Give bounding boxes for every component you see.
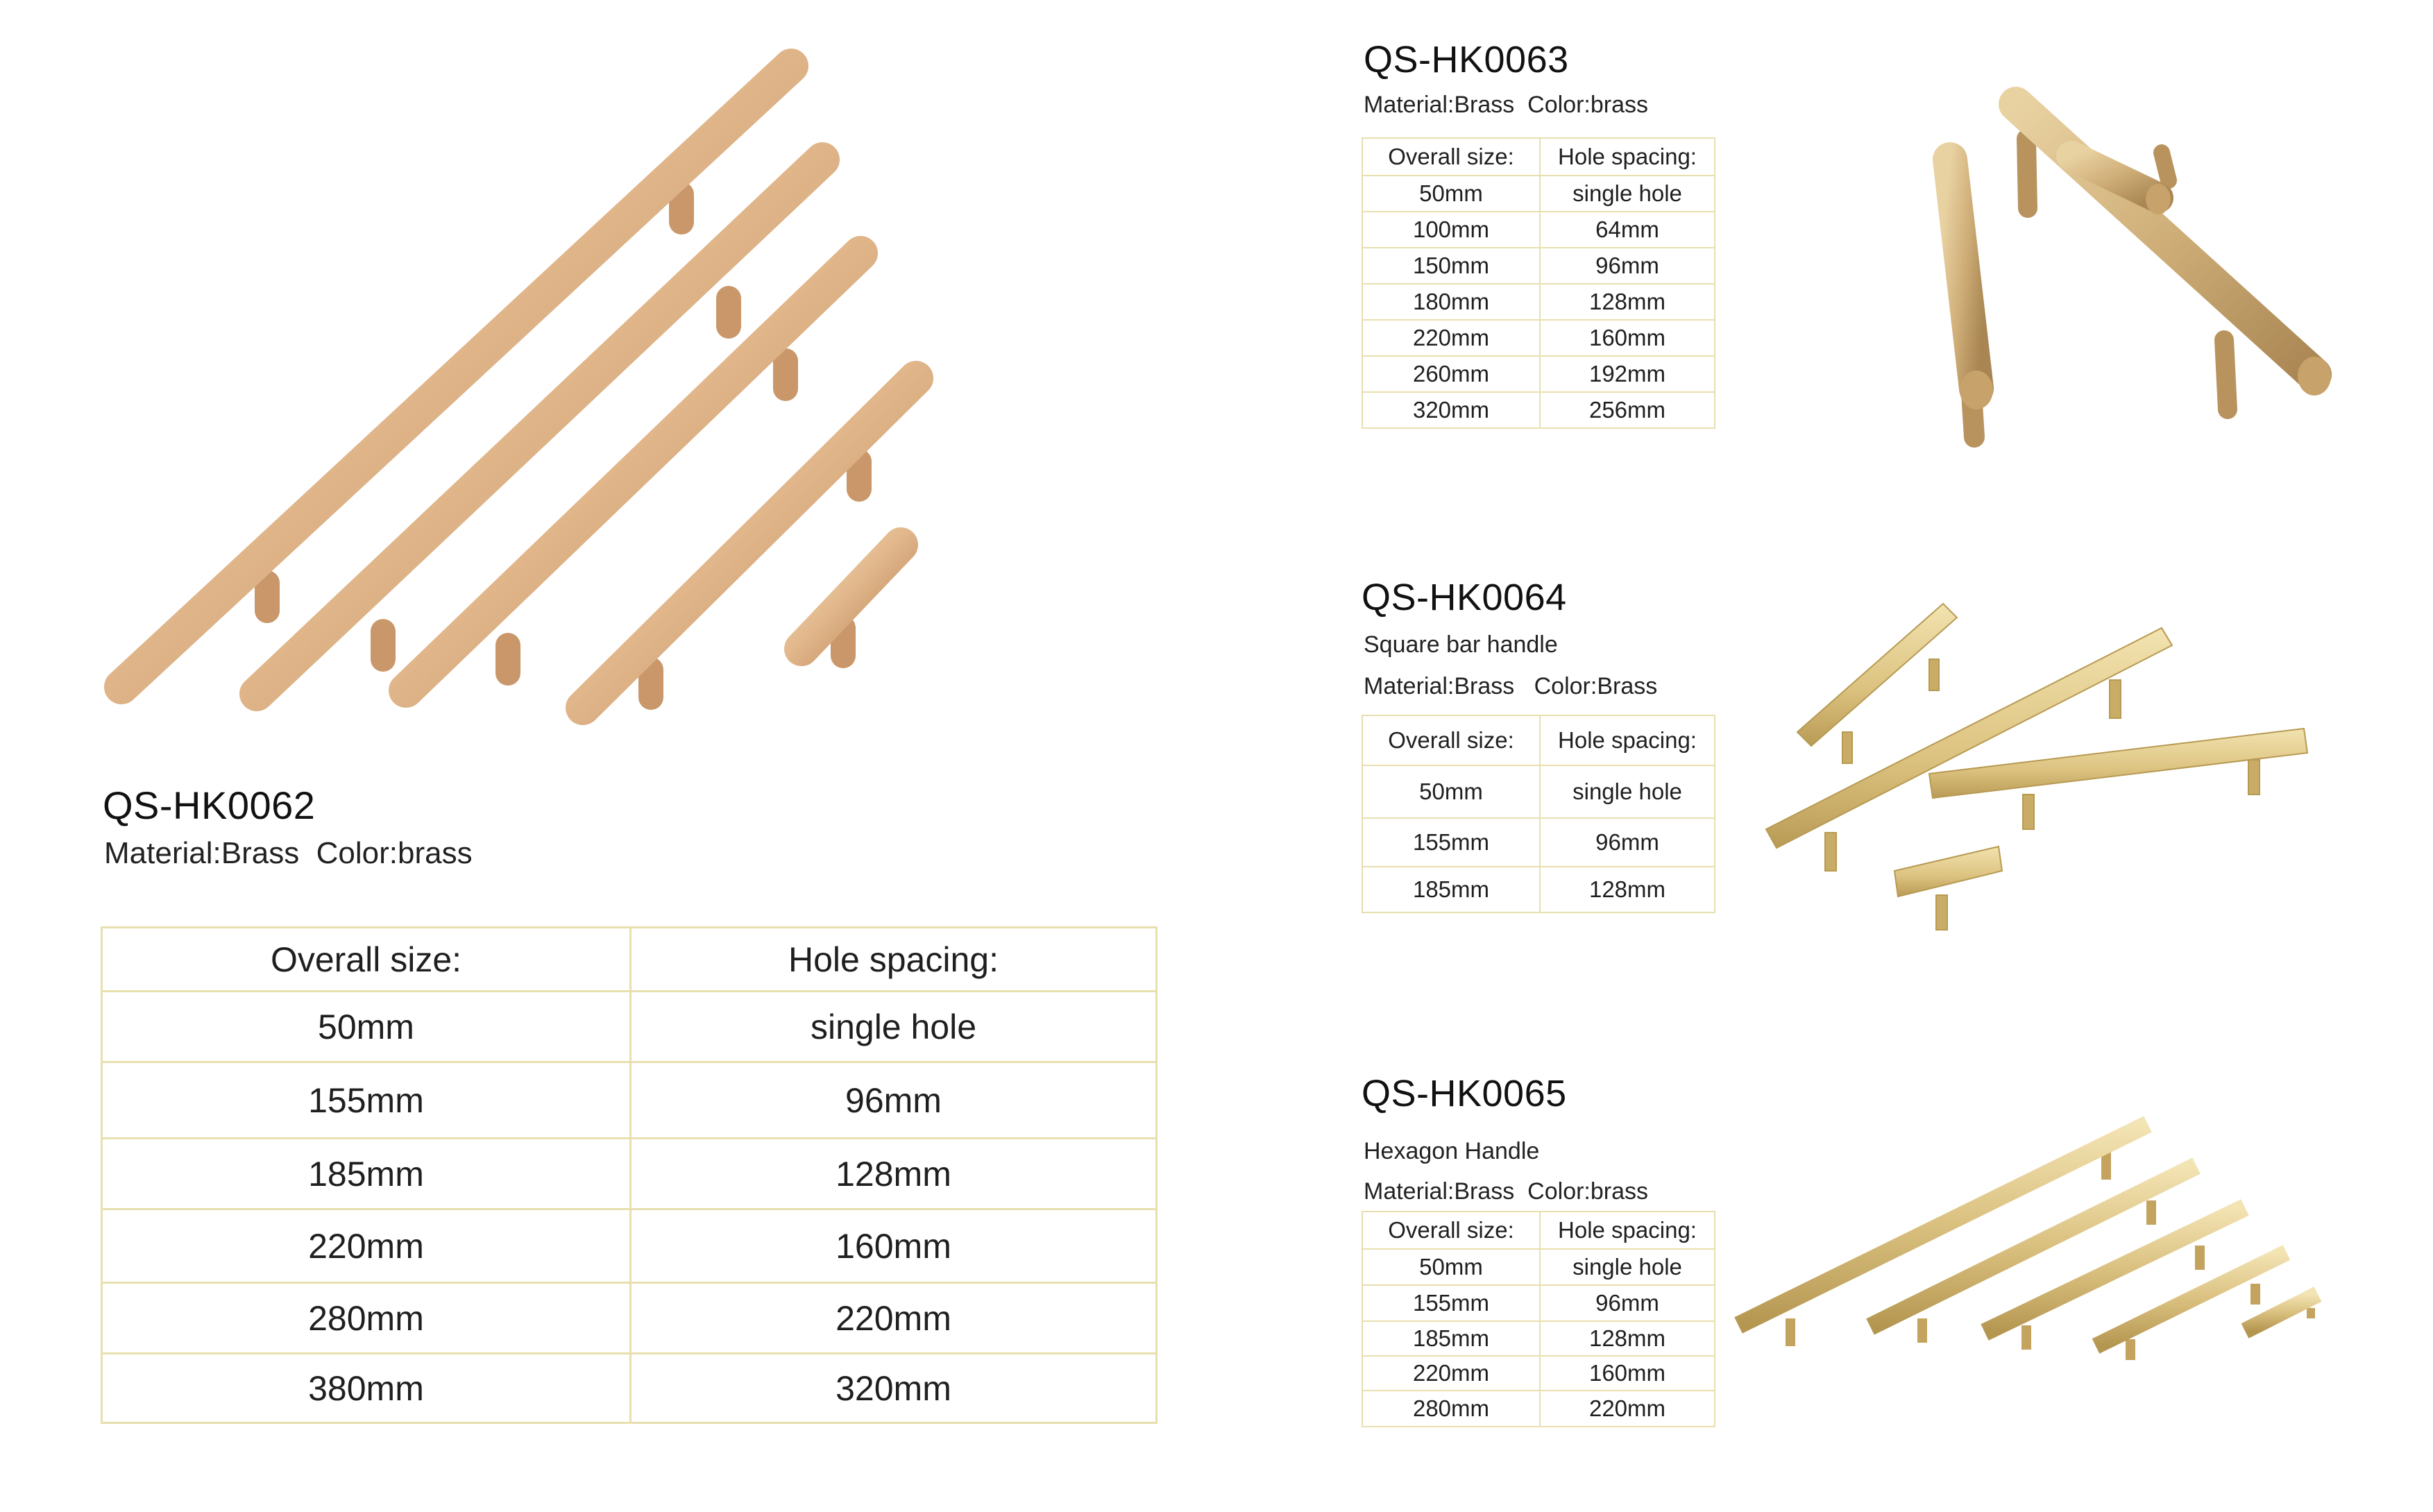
- hk0064-spec-table: [1362, 715, 1715, 913]
- hole-spacing-cell: 192mm: [1540, 356, 1715, 392]
- overall-size-cell: 150mm: [1362, 248, 1540, 284]
- overall-size-cell: 280mm: [102, 1283, 631, 1354]
- overall-size-cell: 50mm: [1362, 765, 1540, 818]
- overall-size-cell: 280mm: [1362, 1391, 1540, 1427]
- table-row: [102, 992, 1157, 1062]
- hole-spacing-cell: 220mm: [631, 1283, 1157, 1354]
- overall-size-header: Overall size:: [1362, 715, 1540, 765]
- hk0064-product-image: [1756, 597, 2353, 937]
- hole-spacing-cell: 128mm: [1540, 284, 1715, 320]
- overall-size-cell: 260mm: [1362, 356, 1540, 392]
- hole-spacing-cell: 220mm: [1540, 1391, 1715, 1427]
- hk0063-code: QS-HK0063: [1364, 39, 1569, 80]
- hole-spacing-cell: single hole: [1540, 176, 1715, 212]
- hole-spacing-cell: 96mm: [631, 1062, 1157, 1139]
- hk0065-code: QS-HK0065: [1362, 1073, 1567, 1114]
- table-row: [1362, 1285, 1715, 1321]
- hole-spacing-cell: single hole: [631, 992, 1157, 1062]
- overall-size-cell: 180mm: [1362, 284, 1540, 320]
- hole-spacing-header: Hole spacing:: [631, 928, 1157, 992]
- hole-spacing-cell: 128mm: [1540, 867, 1715, 912]
- overall-size-cell: 220mm: [1362, 1356, 1540, 1391]
- hole-spacing-cell: 256mm: [1540, 392, 1715, 428]
- hk0065-spec-table: [1362, 1211, 1715, 1427]
- hole-spacing-cell: 160mm: [1540, 1356, 1715, 1391]
- table-row: [1362, 1321, 1715, 1356]
- overall-size-cell: 220mm: [102, 1209, 631, 1283]
- table-header-row: [1362, 138, 1715, 176]
- hole-spacing-cell: single hole: [1540, 765, 1715, 818]
- overall-size-cell: 50mm: [102, 992, 631, 1062]
- overall-size-cell: 220mm: [1362, 320, 1540, 356]
- table-row: [1362, 1356, 1715, 1391]
- hole-spacing-cell: 96mm: [1540, 1285, 1715, 1321]
- hole-spacing-cell: 96mm: [1540, 818, 1715, 867]
- table-row: [1362, 176, 1715, 212]
- table-row: [1362, 867, 1715, 912]
- hk0064-code: QS-HK0064: [1362, 577, 1567, 618]
- hk0064-description: Square bar handle: [1364, 631, 1558, 658]
- overall-size-cell: 100mm: [1362, 212, 1540, 248]
- overall-size-cell: 155mm: [1362, 1285, 1540, 1321]
- hole-spacing-cell: single hole: [1540, 1249, 1715, 1285]
- hk0063-product-image: [1846, 76, 2359, 465]
- hk0062-product-image: [83, 35, 972, 729]
- table-row: [102, 1062, 1157, 1139]
- table-row: [1362, 248, 1715, 284]
- overall-size-header: Overall size:: [1362, 1212, 1540, 1249]
- hole-spacing-cell: 320mm: [631, 1354, 1157, 1423]
- hk0065-product-image: [1728, 1110, 2339, 1388]
- table-row: [102, 1209, 1157, 1283]
- table-row: [1362, 212, 1715, 248]
- overall-size-header: Overall size:: [1362, 138, 1540, 176]
- hole-spacing-cell: 128mm: [1540, 1321, 1715, 1356]
- overall-size-cell: 50mm: [1362, 176, 1540, 212]
- overall-size-cell: 155mm: [102, 1062, 631, 1139]
- table-row: [102, 1283, 1157, 1354]
- hole-spacing-cell: 160mm: [631, 1209, 1157, 1283]
- table-row: [102, 1354, 1157, 1423]
- overall-size-cell: 185mm: [1362, 867, 1540, 912]
- hk0065-description: Hexagon Handle: [1364, 1138, 1540, 1164]
- table-header-row: [1362, 715, 1715, 765]
- table-row: [1362, 818, 1715, 867]
- hk0064-material-color: Material:Brass Color:Brass: [1364, 673, 1658, 699]
- hole-spacing-header: Hole spacing:: [1540, 1212, 1715, 1249]
- overall-size-cell: 50mm: [1362, 1249, 1540, 1285]
- table-row: [1362, 1391, 1715, 1427]
- hole-spacing-header: Hole spacing:: [1540, 715, 1715, 765]
- table-header-row: [1362, 1212, 1715, 1249]
- table-row: [1362, 1249, 1715, 1285]
- table-row: [1362, 356, 1715, 392]
- overall-size-cell: 185mm: [102, 1139, 631, 1209]
- table-row: [1362, 284, 1715, 320]
- hole-spacing-cell: 128mm: [631, 1139, 1157, 1209]
- table-row: [102, 1139, 1157, 1209]
- hk0062-material-color: Material:Brass Color:brass: [104, 836, 473, 870]
- overall-size-cell: 380mm: [102, 1354, 631, 1423]
- hk0062-spec-table: [101, 926, 1158, 1424]
- hole-spacing-cell: 64mm: [1540, 212, 1715, 248]
- overall-size-cell: 155mm: [1362, 818, 1540, 867]
- hole-spacing-header: Hole spacing:: [1540, 138, 1715, 176]
- hk0062-code: QS-HK0062: [103, 783, 316, 827]
- overall-size-header: Overall size:: [102, 928, 631, 992]
- table-row: [1362, 765, 1715, 818]
- hole-spacing-cell: 96mm: [1540, 248, 1715, 284]
- hole-spacing-cell: 160mm: [1540, 320, 1715, 356]
- overall-size-cell: 185mm: [1362, 1321, 1540, 1356]
- hk0065-material-color: Material:Brass Color:brass: [1364, 1178, 1649, 1205]
- table-row: [1362, 320, 1715, 356]
- table-header-row: [102, 928, 1157, 992]
- table-row: [1362, 392, 1715, 428]
- hk0063-spec-table: [1362, 137, 1715, 429]
- overall-size-cell: 320mm: [1362, 392, 1540, 428]
- hk0063-material-color: Material:Brass Color:brass: [1364, 92, 1649, 118]
